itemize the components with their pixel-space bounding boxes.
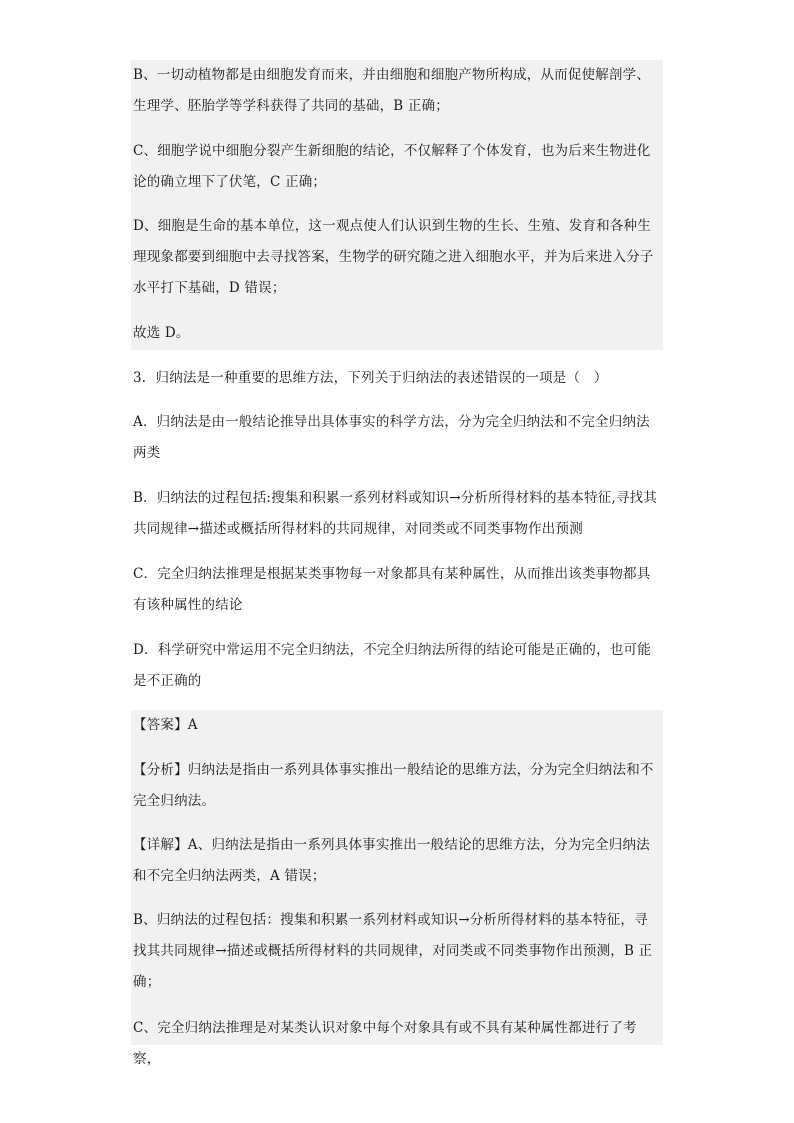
question-3-option-a: A．归纳法是由一般结论推导出具体事实的科学方法，分为完全归纳法和不完全归纳法两类: [133, 414, 650, 461]
question-3-option-c: C．完全归纳法推理是根据某类事物每一对象都具有某种属性，从而推出该类事物都具有该种属性的结论: [133, 566, 651, 613]
question-3-option-b: B．归纳法的过程包括:搜集和积累一系列材料或知识→分析所得材料的基本特征,寻找其共同规律→描述或概括所得材料的共同规律，对同类或不同类事物作出预测: [133, 490, 658, 537]
detail-c: C、完全归纳法推理是对某类认识对象中每个对象具有或不具有某种属性都进行了考察，: [133, 1020, 637, 1067]
question-3-option-d: D．科学研究中常运用不完全归纳法，不完全归纳法所得的结论可能是正确的，也可能是不正确的: [133, 642, 651, 689]
detail-b: B、归纳法的过程包括：搜集和积累一系列材料或知识→分析所得材料的基本特征，寻找其共同规律→描述或概括所得材料的共同规律，对同类或不同类事物作出预测，B 正确；: [133, 912, 653, 990]
explanation-option-b: B、一切动植物都是由细胞发育而来，并由细胞和细胞产物所构成，从而促使解剖学、生理学、胚胎学等学科获得了共同的基础，B 正确；: [133, 67, 651, 114]
explanation-conclusion: 故选 D。: [133, 325, 190, 341]
detail-a: 【详解】A、归纳法是指由一系列具体事实推出一般结论的思维方法，分为完全归纳法和不完全归纳法两类，A 错误；: [133, 837, 650, 884]
explanation-option-d: D、细胞是生命的基本单位，这一观点使人们认识到生物的生长、生殖、发育和各种生理现象都要到细胞中去寻找答案，生物学的研究随之进入细胞水平，并为后来进入分子水平打下基础，D 错误；: [133, 218, 654, 296]
question-3-stem: 3．归纳法是一种重要的思维方法，下列关于归纳法的表述错误的一项是（ ）: [133, 370, 608, 386]
explanation-option-c: C、细胞学说中细胞分裂产生新细胞的结论，不仅解释了个体发育，也为后来生物进化论的确立埋下了伏笔，C 正确；: [133, 143, 651, 190]
analysis-text: 【分析】归纳法是指由一系列具体事实推出一般结论的思维方法，分为完全归纳法和不完全归纳法。: [133, 762, 654, 809]
answer-label: 【答案】A: [133, 717, 198, 733]
